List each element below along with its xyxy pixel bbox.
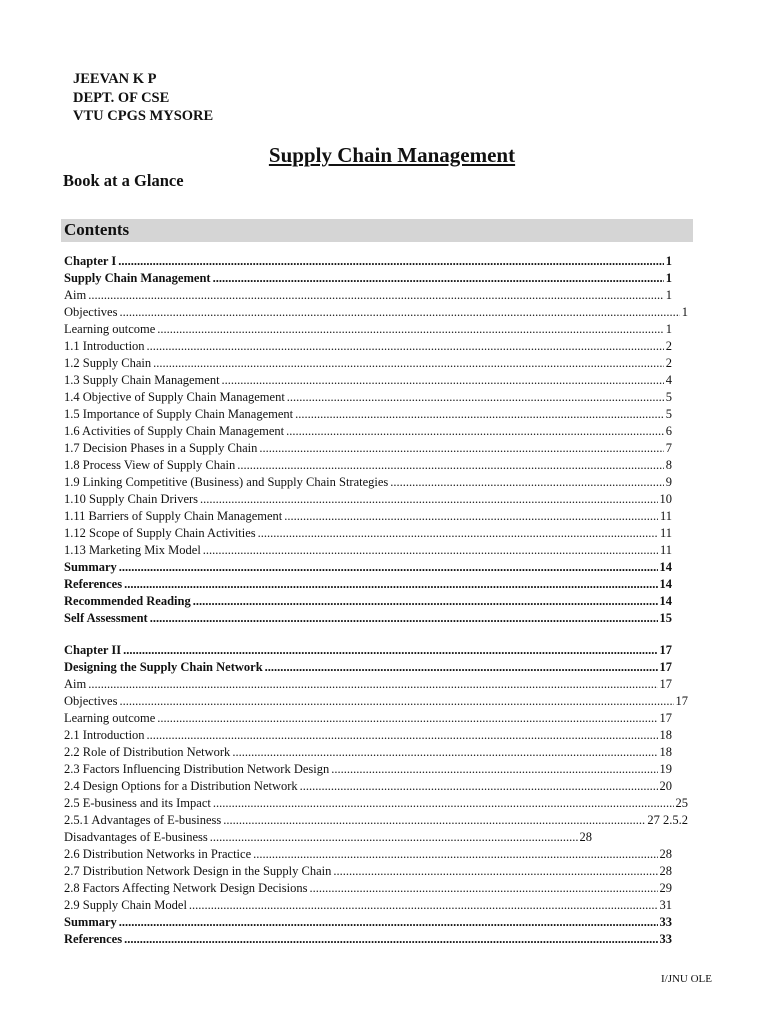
toc-entry-label: 1.6 Activities of Supply Chain Management bbox=[64, 424, 285, 438]
toc-entry-page: 5 bbox=[665, 390, 672, 404]
toc-leader-dots bbox=[237, 457, 664, 474]
toc-leader-dots bbox=[223, 812, 645, 829]
toc-entry-page: 31 bbox=[659, 898, 672, 912]
toc-entry-label: Chapter II bbox=[64, 643, 122, 657]
toc-entry[interactable] bbox=[64, 321, 672, 338]
toc-entry[interactable] bbox=[64, 270, 672, 287]
toc-entry-page: 29 bbox=[659, 881, 672, 895]
toc-entry[interactable] bbox=[64, 508, 672, 525]
toc-entry-page: 25 bbox=[675, 796, 688, 810]
toc-entry[interactable] bbox=[64, 863, 672, 880]
toc-entry-page: 17 bbox=[675, 694, 688, 708]
toc-entry-label: 1.12 Scope of Supply Chain Activities bbox=[64, 526, 256, 540]
toc-leader-dots bbox=[119, 304, 679, 321]
toc-entry-page: 11 bbox=[659, 526, 672, 540]
toc-leader-dots bbox=[147, 338, 664, 355]
toc-entry-label: Aim bbox=[64, 677, 87, 691]
toc-entry[interactable] bbox=[64, 778, 672, 795]
toc-entry-label: Learning outcome bbox=[64, 322, 156, 336]
toc-entry-label: Aim bbox=[64, 288, 87, 302]
page-subtitle: Book at a Glance bbox=[63, 171, 184, 190]
toc-leader-dots bbox=[119, 914, 658, 931]
toc-leader-dots bbox=[309, 880, 657, 897]
toc-entry-label: 1.8 Process View of Supply Chain bbox=[64, 458, 236, 472]
toc-entry[interactable] bbox=[64, 406, 672, 423]
toc-leader-dots bbox=[193, 593, 658, 610]
author-name: JEEVAN K P bbox=[73, 71, 157, 87]
table-of-contents bbox=[64, 253, 688, 948]
toc-entry-label: 2.6 Distribution Networks in Practice bbox=[64, 847, 252, 861]
toc-entry-page: 17 bbox=[659, 660, 672, 674]
toc-entry-label: 1.13 Marketing Mix Model bbox=[64, 543, 201, 557]
toc-leader-dots bbox=[189, 897, 658, 914]
toc-entry[interactable] bbox=[64, 440, 672, 457]
author-block bbox=[73, 70, 213, 126]
toc-entry-page: 1 bbox=[665, 254, 672, 268]
toc-entry[interactable] bbox=[64, 659, 672, 676]
toc-entry[interactable] bbox=[64, 542, 672, 559]
toc-leader-dots bbox=[119, 693, 673, 710]
toc-entry[interactable] bbox=[64, 372, 672, 389]
toc-entry[interactable] bbox=[64, 795, 688, 812]
toc-entry-label: 2.5.1 Advantages of E-business bbox=[64, 813, 222, 827]
toc-entry-page: 19 bbox=[659, 762, 672, 776]
toc-entry-page: 17 bbox=[659, 711, 672, 725]
toc-entry-page: 1 bbox=[665, 322, 672, 336]
toc-entry-page: 33 bbox=[659, 932, 672, 946]
toc-leader-dots bbox=[232, 744, 657, 761]
toc-leader-dots bbox=[200, 491, 657, 508]
toc-leader-dots bbox=[124, 931, 657, 948]
toc-leader-dots bbox=[157, 321, 663, 338]
toc-entry[interactable] bbox=[64, 474, 672, 491]
toc-entry[interactable] bbox=[64, 931, 672, 948]
toc-entry-label: 1.10 Supply Chain Drivers bbox=[64, 492, 199, 506]
toc-leader-dots bbox=[147, 727, 658, 744]
toc-entry-label: Chapter I bbox=[64, 254, 117, 268]
toc-entry[interactable] bbox=[64, 525, 672, 542]
toc-entry[interactable] bbox=[64, 880, 672, 897]
toc-leader-dots bbox=[213, 795, 674, 812]
toc-entry-page: 10 bbox=[659, 492, 672, 506]
toc-entry-page: 28 bbox=[659, 847, 672, 861]
toc-entry[interactable] bbox=[64, 389, 672, 406]
toc-entry-page: 2 bbox=[665, 339, 672, 353]
toc-entry[interactable] bbox=[64, 829, 592, 846]
toc-entry-label: 1.7 Decision Phases in a Supply Chain bbox=[64, 441, 258, 455]
toc-entry-page: 5 bbox=[665, 407, 672, 421]
toc-entry-label: 2.2 Role of Distribution Network bbox=[64, 745, 231, 759]
toc-entry-page: 15 bbox=[659, 611, 672, 625]
toc-entry-label: Summary bbox=[64, 560, 117, 574]
toc-entry[interactable] bbox=[64, 676, 672, 693]
toc-entry[interactable] bbox=[64, 642, 672, 659]
toc-entry-page: 20 bbox=[659, 779, 672, 793]
toc-entry-label: Recommended Reading bbox=[64, 594, 191, 608]
toc-entry-page: 1 bbox=[665, 288, 672, 302]
toc-entry-label: Learning outcome bbox=[64, 711, 156, 725]
toc-leader-dots bbox=[390, 474, 663, 491]
toc-entry-label: Self Assessment bbox=[64, 611, 148, 625]
toc-entry-page: 9 bbox=[665, 475, 672, 489]
author-institution: VTU CPGS MYSORE bbox=[73, 108, 214, 124]
toc-leader-dots bbox=[124, 576, 657, 593]
toc-leader-dots bbox=[222, 372, 664, 389]
toc-entry[interactable] bbox=[64, 457, 672, 474]
toc-entry[interactable] bbox=[64, 355, 672, 372]
toc-entry-label: 2.9 Supply Chain Model bbox=[64, 898, 187, 912]
toc-entry-label: 1.5 Importance of Supply Chain Management bbox=[64, 407, 294, 421]
toc-leader-dots bbox=[213, 270, 664, 287]
toc-entry-label: 2.8 Factors Affecting Network Design Decisions bbox=[64, 881, 308, 895]
toc-entry[interactable] bbox=[64, 812, 688, 829]
toc-entry-label: Designing the Supply Chain Network bbox=[64, 660, 263, 674]
toc-entry-label: 1.9 Linking Competitive (Business) and Supply Chain Strategies bbox=[64, 475, 389, 489]
toc-entry-label: References bbox=[64, 577, 123, 591]
toc-leader-dots bbox=[265, 659, 658, 676]
toc-leader-dots bbox=[284, 508, 658, 525]
toc-entry-page: 1 bbox=[665, 271, 672, 285]
toc-entry-page: 6 bbox=[665, 424, 672, 438]
toc-entry[interactable] bbox=[64, 304, 688, 321]
toc-entry-page: 33 bbox=[659, 915, 672, 929]
toc-entry-page: 18 bbox=[659, 745, 672, 759]
toc-entry-page: 17 bbox=[659, 677, 672, 691]
toc-entry-label: References bbox=[64, 932, 123, 946]
toc-leader-dots bbox=[88, 287, 664, 304]
toc-entry[interactable] bbox=[64, 710, 672, 727]
toc-leader-dots bbox=[258, 525, 658, 542]
toc-entry-page: 8 bbox=[665, 458, 672, 472]
toc-entry[interactable] bbox=[64, 610, 672, 627]
toc-entry-label: 2.7 Distribution Network Design in the Supply Chain bbox=[64, 864, 332, 878]
toc-entry-label: 1.2 Supply Chain bbox=[64, 356, 152, 370]
toc-entry[interactable] bbox=[64, 744, 672, 761]
toc-leader-dots bbox=[123, 642, 657, 659]
toc-entry[interactable] bbox=[64, 593, 672, 610]
chapter-gap bbox=[64, 627, 672, 642]
toc-entry[interactable] bbox=[64, 287, 672, 304]
toc-entry-label: Summary bbox=[64, 915, 117, 929]
toc-leader-dots bbox=[150, 610, 658, 627]
toc-entry-label: 1.4 Objective of Supply Chain Management bbox=[64, 390, 285, 404]
toc-entry-page: 4 bbox=[665, 373, 672, 387]
toc-entry-page: 14 bbox=[659, 577, 672, 591]
toc-entry-page: 18 bbox=[659, 728, 672, 742]
toc-entry-page: 11 bbox=[659, 509, 672, 523]
toc-entry-page: 17 bbox=[659, 643, 672, 657]
toc-entry-page: 11 bbox=[659, 543, 672, 557]
toc-entry-label: 2.5 E-business and its Impact bbox=[64, 796, 211, 810]
toc-entry[interactable] bbox=[64, 576, 672, 593]
toc-entry-page: 14 bbox=[659, 594, 672, 608]
author-dept: DEPT. OF CSE bbox=[73, 89, 170, 106]
toc-leader-dots bbox=[295, 406, 664, 423]
toc-leader-dots bbox=[259, 440, 663, 457]
toc-entry-page: 1 bbox=[681, 305, 688, 319]
toc-entry[interactable] bbox=[64, 253, 672, 270]
toc-entry-label: 2.3 Factors Influencing Distribution Network Design bbox=[64, 762, 330, 776]
toc-entry[interactable] bbox=[64, 423, 672, 440]
toc-entry[interactable] bbox=[64, 491, 672, 508]
toc-entry[interactable] bbox=[64, 914, 672, 931]
toc-entry-label: Objectives bbox=[64, 694, 118, 708]
toc-leader-dots bbox=[157, 710, 657, 727]
contents-header-bar bbox=[61, 219, 693, 242]
toc-entry-label: 1.3 Supply Chain Management bbox=[64, 373, 220, 387]
toc-entry[interactable] bbox=[64, 559, 672, 576]
toc-entry-label: 1.1 Introduction bbox=[64, 339, 145, 353]
toc-entry-label: Supply Chain Management bbox=[64, 271, 211, 285]
toc-leader-dots bbox=[333, 863, 657, 880]
toc-entry[interactable] bbox=[64, 897, 672, 914]
toc-entry-label: 2.1 Introduction bbox=[64, 728, 145, 742]
toc-entry[interactable] bbox=[64, 693, 688, 710]
toc-entry-page: 28 bbox=[659, 864, 672, 878]
toc-leader-dots bbox=[119, 559, 658, 576]
toc-leader-dots bbox=[253, 846, 657, 863]
toc-entry[interactable] bbox=[64, 727, 672, 744]
toc-entry-page: 27 2.5.2 bbox=[647, 813, 688, 827]
toc-leader-dots bbox=[210, 829, 578, 846]
toc-entry[interactable] bbox=[64, 846, 672, 863]
toc-leader-dots bbox=[153, 355, 664, 372]
toc-entry-label: 1.11 Barriers of Supply Chain Management bbox=[64, 509, 283, 523]
page-title: Supply Chain Management bbox=[268, 143, 516, 167]
toc-leader-dots bbox=[331, 761, 657, 778]
toc-entry-label: Disadvantages of E-business bbox=[64, 830, 208, 844]
toc-entry-label: 2.4 Design Options for a Distribution Network bbox=[64, 779, 298, 793]
toc-entry-page: 14 bbox=[659, 560, 672, 574]
toc-entry-page: 7 bbox=[665, 441, 672, 455]
contents-heading: Contents bbox=[64, 220, 130, 239]
toc-leader-dots bbox=[287, 389, 664, 406]
toc-leader-dots bbox=[88, 676, 657, 693]
toc-entry[interactable] bbox=[64, 338, 672, 355]
toc-entry[interactable] bbox=[64, 761, 672, 778]
toc-leader-dots bbox=[286, 423, 664, 440]
toc-leader-dots bbox=[203, 542, 658, 559]
toc-entry-page: 2 bbox=[665, 356, 672, 370]
toc-leader-dots bbox=[118, 253, 664, 270]
toc-leader-dots bbox=[300, 778, 658, 795]
toc-entry-label: Objectives bbox=[64, 305, 118, 319]
toc-entry-page: 28 bbox=[579, 830, 592, 844]
page-footer: I/JNU OLE bbox=[660, 973, 712, 985]
